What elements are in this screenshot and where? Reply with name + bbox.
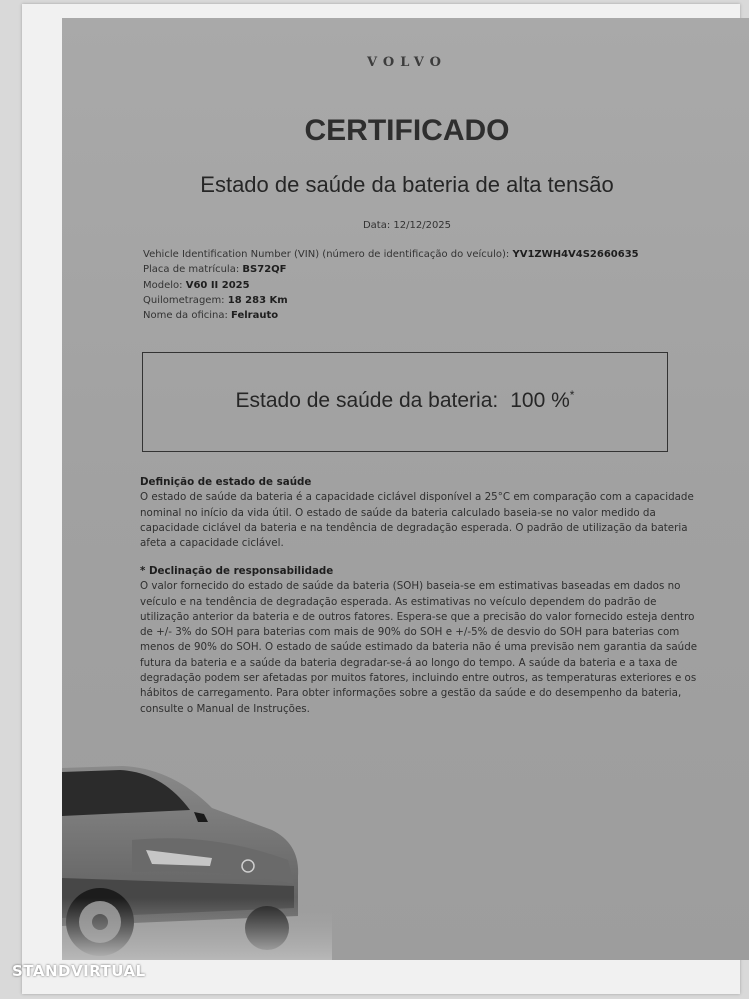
model-value: V60 II 2025: [185, 279, 250, 291]
plate-value: BS72QF: [242, 264, 287, 276]
workshop-row: [143, 308, 703, 323]
definition-section: [140, 475, 706, 551]
brand-logo: VOLVO: [367, 55, 447, 70]
model-row: [143, 278, 703, 293]
disclaimer-body: O valor fornecido do estado de saúde da bateria (SOH) baseia-se em estimativas baseadas em dados no veículo e na tendência de degradação esperada. As estimativas no veículo dependem do padrão de utilização anterior da bateria e de outros fatores. Espera-se que a precisão do valor fornecido esteja dentro de +/- 3% do SOH para baterias com mais de 90% do SOH e +/-5% de desvio do SOH para baterias com menos de 90% do SOH. O estado de saúde estimado da bateria não é uma previsão nem garantia da saúde futura da bateria e a saúde da bateria degradar-se-á ao longo do tempo. A saúde da bateria e a taxa de degradação podem ser afetadas por muitos fatores, incluindo entre outros, as temperaturas exteriores e os hábitos de carregamento. Para obter informações sobre a gestão da saúde e do desempenho da bateria, consulte o Manual de Instruções.: [140, 580, 698, 715]
certificate-subtitle: Estado de saúde da bateria de alta tensão: [200, 172, 614, 197]
vin-value: YV1ZWH4V4S2660635: [512, 249, 639, 260]
paper-sheet: [22, 4, 740, 994]
soh-footnote-mark: *: [569, 388, 575, 402]
disclaimer-section: [140, 564, 706, 717]
disclaimer-heading: * Declinação de responsabilidade: [140, 565, 334, 577]
workshop-label: Nome da oficina:: [143, 310, 228, 322]
model-label: Modelo:: [143, 279, 183, 291]
soh-line: [143, 388, 667, 413]
vin-row: [143, 247, 703, 262]
vehicle-info: [143, 247, 703, 323]
workshop-value: Felrauto: [231, 310, 279, 322]
printed-area: [62, 18, 749, 960]
soh-label: Estado de saúde da bateria:: [235, 389, 499, 412]
plate-row: [143, 262, 703, 277]
mileage-label: Quilometragem:: [143, 294, 225, 306]
certificate-title: CERTIFICADO: [304, 114, 510, 147]
vin-label: Vehicle Identification Number (VIN) (número de identificação do veículo):: [143, 249, 510, 260]
definition-body: O estado de saúde da bateria é a capacidade ciclável disponível a 25°C em comparação com a capacidade nominal no início da vida útil. O estado de saúde da bateria calculado baseia-se no valor medido da capacidade ciclável da bateria e na tendência de degradação esperada. O padrão de utilização da bateria afeta a capacidade ciclável.: [140, 491, 694, 550]
car-image: [62, 748, 332, 960]
plate-label: Placa de matrícula:: [143, 264, 240, 276]
mileage-row: [143, 293, 703, 308]
watermark-logo: STANDVIRTUAL: [12, 962, 146, 980]
soh-box: [142, 352, 668, 452]
certificate-date: Data: 12/12/2025: [362, 220, 452, 231]
mileage-value: 18 283 Km: [227, 294, 288, 306]
definition-heading: Definição de estado de saúde: [140, 476, 312, 488]
soh-value: 100 %: [510, 389, 570, 412]
